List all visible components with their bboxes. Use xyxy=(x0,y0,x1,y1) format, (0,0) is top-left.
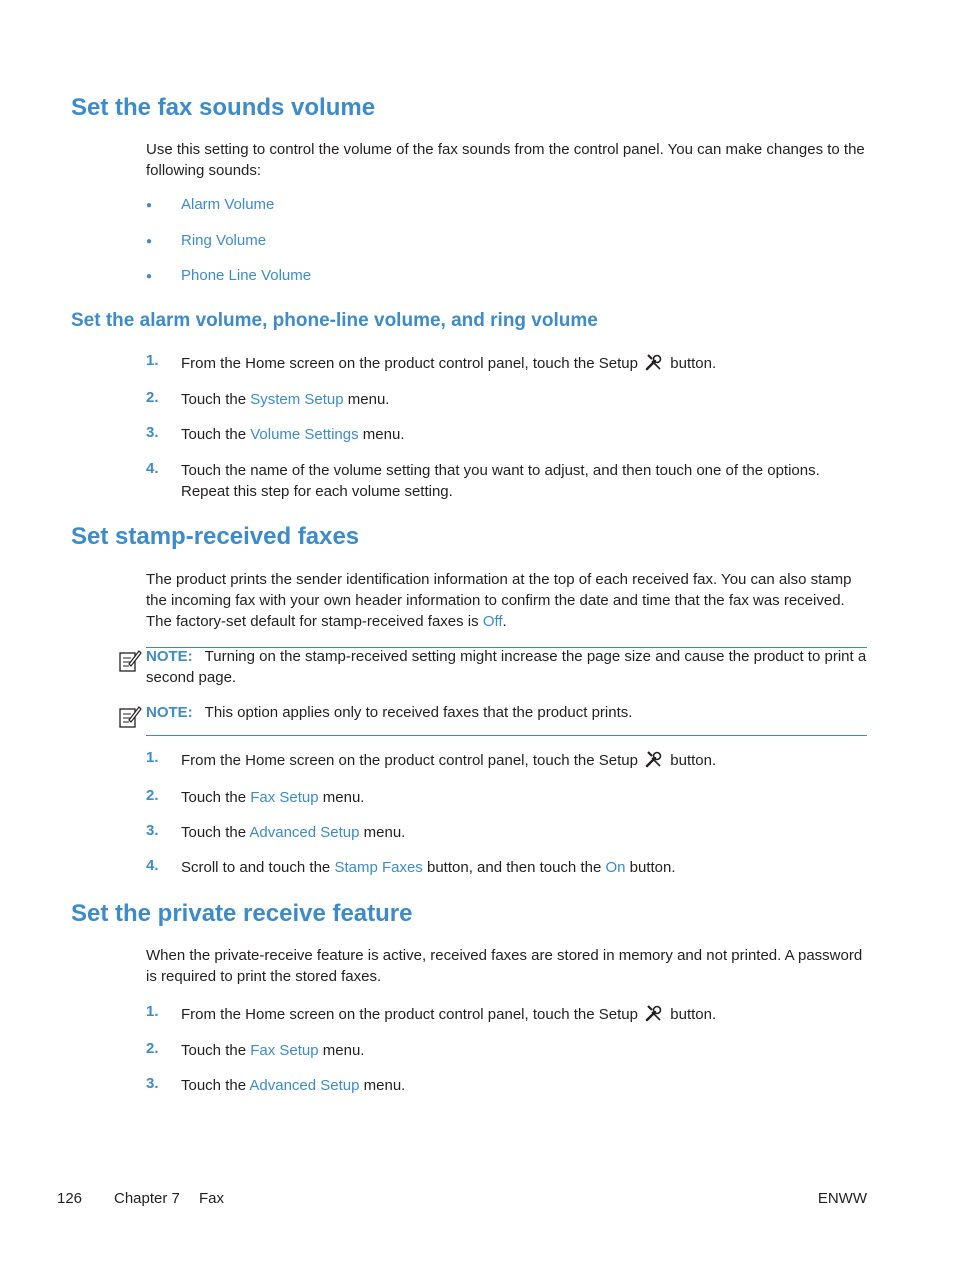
heading-private-receive: Set the private receive feature xyxy=(71,900,413,927)
link-system-setup[interactable]: System Setup xyxy=(250,391,344,408)
setup-icon xyxy=(644,352,664,378)
step-number: 4. xyxy=(146,857,159,874)
step-number: 2. xyxy=(146,787,159,804)
note-text: NOTE: This option applies only to received faxes that the product prints. xyxy=(146,704,633,721)
bullet-icon: ● xyxy=(146,271,153,282)
step-text: Touch the System Setup menu. xyxy=(181,391,390,408)
link-fax-setup[interactable]: Fax Setup xyxy=(250,1042,319,1059)
step-text: From the Home screen on the product control panel, touch the Setup button. xyxy=(181,749,871,775)
step-number: 3. xyxy=(146,1075,159,1092)
link-phone-line-volume[interactable]: Phone Line Volume xyxy=(181,267,312,284)
step-number: 3. xyxy=(146,822,159,839)
link-alarm-volume[interactable]: Alarm Volume xyxy=(181,196,275,213)
bullet-icon: ● xyxy=(146,236,153,247)
footer-chapter-title: Fax xyxy=(199,1190,225,1207)
link-advanced-setup[interactable]: Advanced Setup xyxy=(249,1077,360,1094)
intro-fax-sounds: Use this setting to control the volume of the fax sounds from the control panel. You can make changes to the following sounds: xyxy=(146,141,865,179)
link-ring-volume[interactable]: Ring Volume xyxy=(181,232,267,249)
step-text: From the Home screen on the product control panel, touch the Setup button. xyxy=(181,352,871,378)
step-text: Touch the name of the volume setting that you want to adjust, and then touch one of the options. Repeat this step for each volume setting. xyxy=(181,462,820,500)
setup-icon xyxy=(644,1003,664,1029)
step-number: 4. xyxy=(146,460,159,477)
link-fax-setup[interactable]: Fax Setup xyxy=(250,789,319,806)
step-number: 1. xyxy=(146,1003,159,1020)
note-label: NOTE: xyxy=(146,704,193,721)
bullet-icon: ● xyxy=(146,200,153,211)
page-number: 126 xyxy=(57,1190,83,1207)
heading-stamp-received-faxes: Set stamp-received faxes xyxy=(71,523,360,550)
step-text: Touch the Advanced Setup menu. xyxy=(181,1077,406,1094)
step-number: 3. xyxy=(146,424,159,441)
intro-stamp-received: The product prints the sender identification information at the top of each received fax. You can also stamp the incoming fax with your own header information to confirm the date and time that the fax was received. The factory-set default for stamp-received faxes is Off. xyxy=(146,571,852,630)
step-number: 1. xyxy=(146,749,159,766)
footer-chapter: Chapter 7 xyxy=(114,1190,180,1207)
step-text: Touch the Fax Setup menu. xyxy=(181,1042,365,1059)
link-off[interactable]: Off xyxy=(482,613,503,630)
link-on[interactable]: On xyxy=(605,859,626,876)
step-text: Scroll to and touch the Stamp Faxes button, and then touch the On button. xyxy=(181,859,676,876)
note-pencil-icon xyxy=(118,648,142,678)
note-pencil-icon xyxy=(118,704,142,734)
intro-private-receive: When the private-receive feature is active, received faxes are stored in memory and not printed. A password is required to print the stored faxes. xyxy=(146,947,863,985)
step-number: 1. xyxy=(146,352,159,369)
step-text: Touch the Advanced Setup menu. xyxy=(181,824,406,841)
note-text: NOTE: Turning on the stamp-received setting might increase the page size and cause the product to print a second page. xyxy=(146,648,867,686)
link-advanced-setup[interactable]: Advanced Setup xyxy=(249,824,360,841)
step-number: 2. xyxy=(146,1040,159,1057)
link-stamp-faxes[interactable]: Stamp Faxes xyxy=(334,859,423,876)
step-text: Touch the Volume Settings menu. xyxy=(181,426,405,443)
heading-fax-sounds-volume: Set the fax sounds volume xyxy=(71,94,376,121)
footer-code: ENWW xyxy=(817,1190,867,1207)
step-number: 2. xyxy=(146,389,159,406)
setup-icon xyxy=(644,749,664,775)
note-divider xyxy=(146,735,867,736)
link-volume-settings[interactable]: Volume Settings xyxy=(250,426,359,443)
note-label: NOTE: xyxy=(146,648,193,665)
heading-alarm-phone-ring-volume: Set the alarm volume, phone-line volume, and ring volume xyxy=(71,310,598,331)
step-text: Touch the Fax Setup menu. xyxy=(181,789,365,806)
step-text: From the Home screen on the product control panel, touch the Setup button. xyxy=(181,1003,871,1029)
